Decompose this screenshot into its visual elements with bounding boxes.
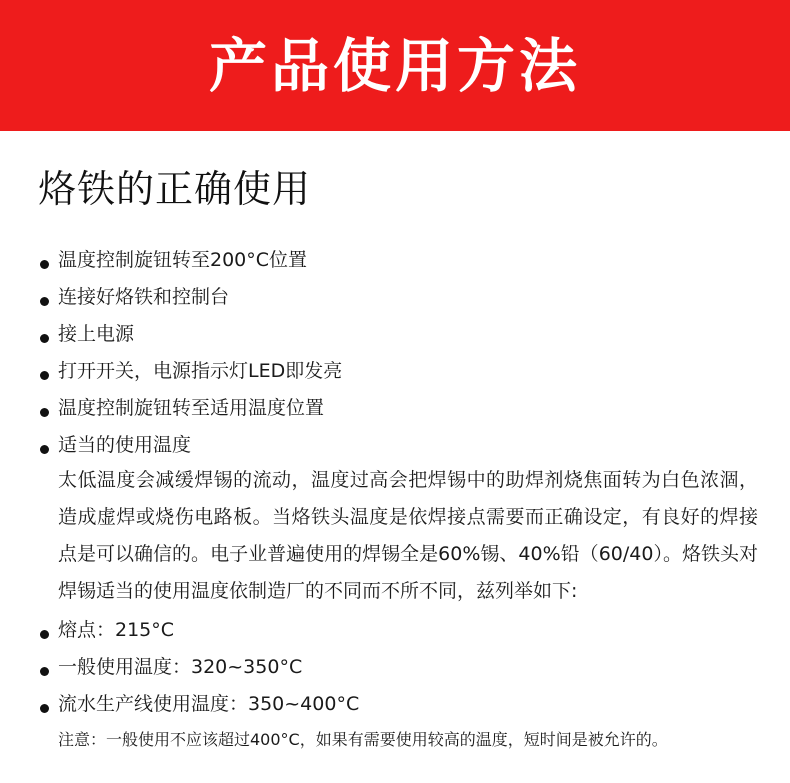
- step-text: 温度控制旋钮转至200°C位置: [58, 249, 308, 271]
- bullet-icon: [40, 334, 49, 343]
- bullet-icon: [40, 630, 49, 639]
- step-text: 适当的使用温度: [58, 434, 192, 456]
- list-item: [38, 388, 768, 425]
- temperature-text: 熔点：215°C: [58, 619, 175, 641]
- list-item: [38, 277, 768, 314]
- list-item: [38, 684, 768, 721]
- list-item: [38, 314, 768, 351]
- bullet-icon: [40, 408, 49, 417]
- bullet-icon: [40, 445, 49, 454]
- section-title: 烙铁的正确使用: [38, 167, 312, 211]
- step-text: 打开开关，电源指示灯LED即发亮: [58, 360, 343, 382]
- step-text: 温度控制旋钮转至适用温度位置: [58, 397, 325, 419]
- step-text: 接上电源: [58, 323, 135, 345]
- step-text: 连接好烙铁和控制台: [58, 286, 230, 308]
- instruction-list: [38, 240, 768, 753]
- bullet-icon: [40, 371, 49, 380]
- bullet-icon: [40, 260, 49, 269]
- note-text: 注意：一般使用不应该超过400°C，如果有需要使用较高的温度，短时间是被允许的。: [58, 730, 668, 749]
- list-item: [38, 425, 768, 462]
- list-item: [38, 647, 768, 684]
- temperature-text: 一般使用温度：320~350°C: [58, 656, 303, 678]
- banner-title: 产品使用方法: [208, 31, 581, 100]
- header-banner: [0, 0, 790, 131]
- list-item: [38, 351, 768, 388]
- list-item: [38, 610, 768, 647]
- bullet-icon: [40, 667, 49, 676]
- explanation-paragraph: 太低温度会减缓焊锡的流动，温度过高会把焊锡中的助焊剂烧焦面转为白色浓涸，造成虚焊或烧伤电路板。当烙铁头温度是依焊接点需要而正确设定，有良好的焊接点是可以确信的。电子业普遍使用的焊锡全是60%锡、40%铅（60/40）。烙铁头对焊锡适当的使用温度依制造厂的不同而不所不同，兹列举如下:: [58, 469, 758, 602]
- list-item: [38, 240, 768, 277]
- bullet-icon: [40, 297, 49, 306]
- bullet-icon: [40, 704, 49, 713]
- temperature-text: 流水生产线使用温度：350~400°C: [58, 693, 360, 715]
